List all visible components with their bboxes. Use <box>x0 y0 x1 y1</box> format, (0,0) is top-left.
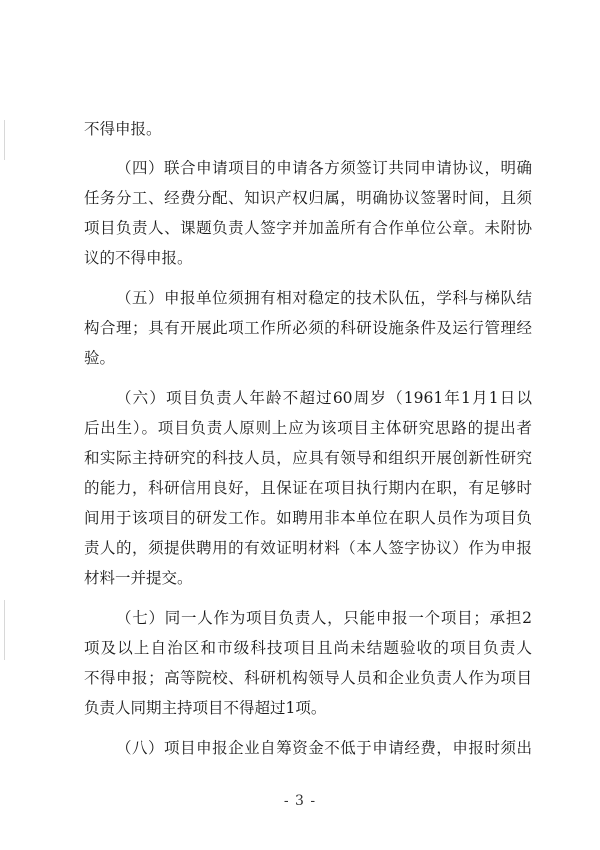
body-line: 议的不得申报。 <box>84 249 193 267</box>
body-line: （八）项目申报企业自筹资金不低于申请经费，申报时须出 <box>116 739 532 757</box>
body-line: 不得申报。 <box>84 120 162 138</box>
body-line: 验。 <box>84 349 116 367</box>
body-line: （五）申报单位须拥有相对稳定的技术队伍，学科与梯队结 <box>116 289 532 307</box>
body-line: 任务分工、经费分配、知识产权归属，明确协议签署时间，且须 <box>84 189 532 207</box>
scan-edge-mark <box>4 120 5 160</box>
body-line: 项目负责人、课题负责人签字并加盖所有合作单位公章。未附协 <box>84 219 532 237</box>
body-line: （七）同一人作为项目负责人，只能申报一个项目；承担2 <box>116 609 532 627</box>
body-line: 材料一并提交。 <box>84 569 193 587</box>
page-number: - 3 - <box>283 793 317 809</box>
scan-edge-mark <box>4 600 5 660</box>
body-line: 和实际主持研究的科技人员，应具有领导和组织开展创新性研究 <box>84 449 532 467</box>
body-line: 负责人同期主持项目不得超过1项。 <box>84 699 327 717</box>
body-line: （六）项目负责人年龄不超过60周岁（1961年1月1日以 <box>116 389 532 407</box>
body-line: 后出生）。项目负责人原则上应为该项目主体研究思路的提出者 <box>84 419 532 437</box>
body-line: 责人的，须提供聘用的有效证明材料（本人签字协议）作为申报 <box>84 539 532 557</box>
body-line: 不得申报；高等院校、科研机构领导人员和企业负责人作为项目 <box>84 669 532 687</box>
body-line: 的能力，科研信用良好，且保证在项目执行期内在职，有足够时 <box>84 479 532 497</box>
body-line: 间用于该项目的研发工作。如聘用非本单位在职人员作为项目负 <box>84 509 532 527</box>
body-line: 构合理；具有开展此项工作所必须的科研设施条件及运行管理经 <box>84 319 532 337</box>
body-line: 项及以上自治区和市级科技项目且尚未结题验收的项目负责人 <box>84 639 532 657</box>
body-line: （四）联合申请项目的申请各方须签订共同申请协议，明确 <box>116 159 532 177</box>
